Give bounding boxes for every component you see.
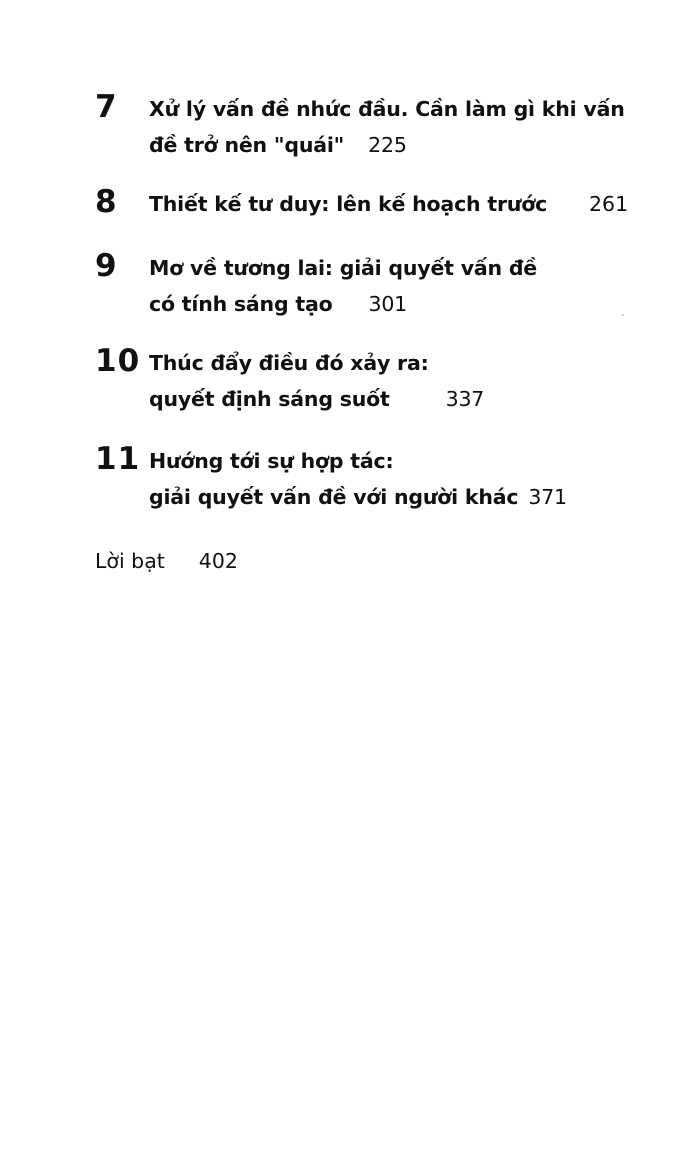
chapter-title-line: Thiết kế tư duy: lên kế hoạch trước bbox=[149, 192, 548, 216]
toc-entry-afterword[interactable] bbox=[95, 544, 238, 578]
chapter-number: 9 bbox=[95, 248, 118, 284]
chapter-title-line: Xử lý vấn đề nhức đầu. Cần làm gì khi vấn bbox=[149, 97, 625, 121]
page-number: 225 bbox=[368, 133, 407, 157]
chapter-title-line-text: đề trở nên "quái" bbox=[149, 133, 345, 157]
chapter-title-line-text: quyết định sáng suốt bbox=[149, 387, 390, 411]
chapter-title-line: Hướng tới sự hợp tác: bbox=[149, 449, 394, 473]
chapter-title-line bbox=[149, 127, 649, 163]
chapter-number: 8 bbox=[95, 184, 118, 220]
chapter-title bbox=[149, 91, 649, 163]
chapter-number: 7 bbox=[95, 89, 118, 125]
page-number: 402 bbox=[198, 549, 238, 573]
chapter-title bbox=[149, 443, 649, 515]
chapter-title-line: Thúc đẩy điều đó xảy ra: bbox=[149, 351, 429, 375]
page-number: 371 bbox=[528, 485, 567, 509]
chapter-title bbox=[149, 345, 649, 417]
chapter-title-line bbox=[149, 479, 649, 515]
page-number: 337 bbox=[445, 387, 485, 411]
chapter-title-line bbox=[149, 381, 649, 417]
chapter-title bbox=[149, 186, 649, 222]
chapter-title-line: Mơ về tương lai: giải quyết vấn đề bbox=[149, 256, 538, 280]
chapter-number: 10 bbox=[95, 343, 141, 379]
afterword-label: Lời bạt bbox=[95, 549, 165, 573]
page-number: 261 bbox=[589, 192, 629, 216]
chapter-title-line bbox=[149, 286, 649, 322]
chapter-title bbox=[149, 250, 649, 322]
chapter-title-line-text: giải quyết vấn đề với người khác bbox=[149, 485, 519, 509]
chapter-number: 11 bbox=[95, 441, 141, 477]
scan-speck bbox=[622, 314, 624, 316]
chapter-title-line-text: có tính sáng tạo bbox=[149, 292, 333, 316]
page-number: 301 bbox=[368, 292, 408, 316]
